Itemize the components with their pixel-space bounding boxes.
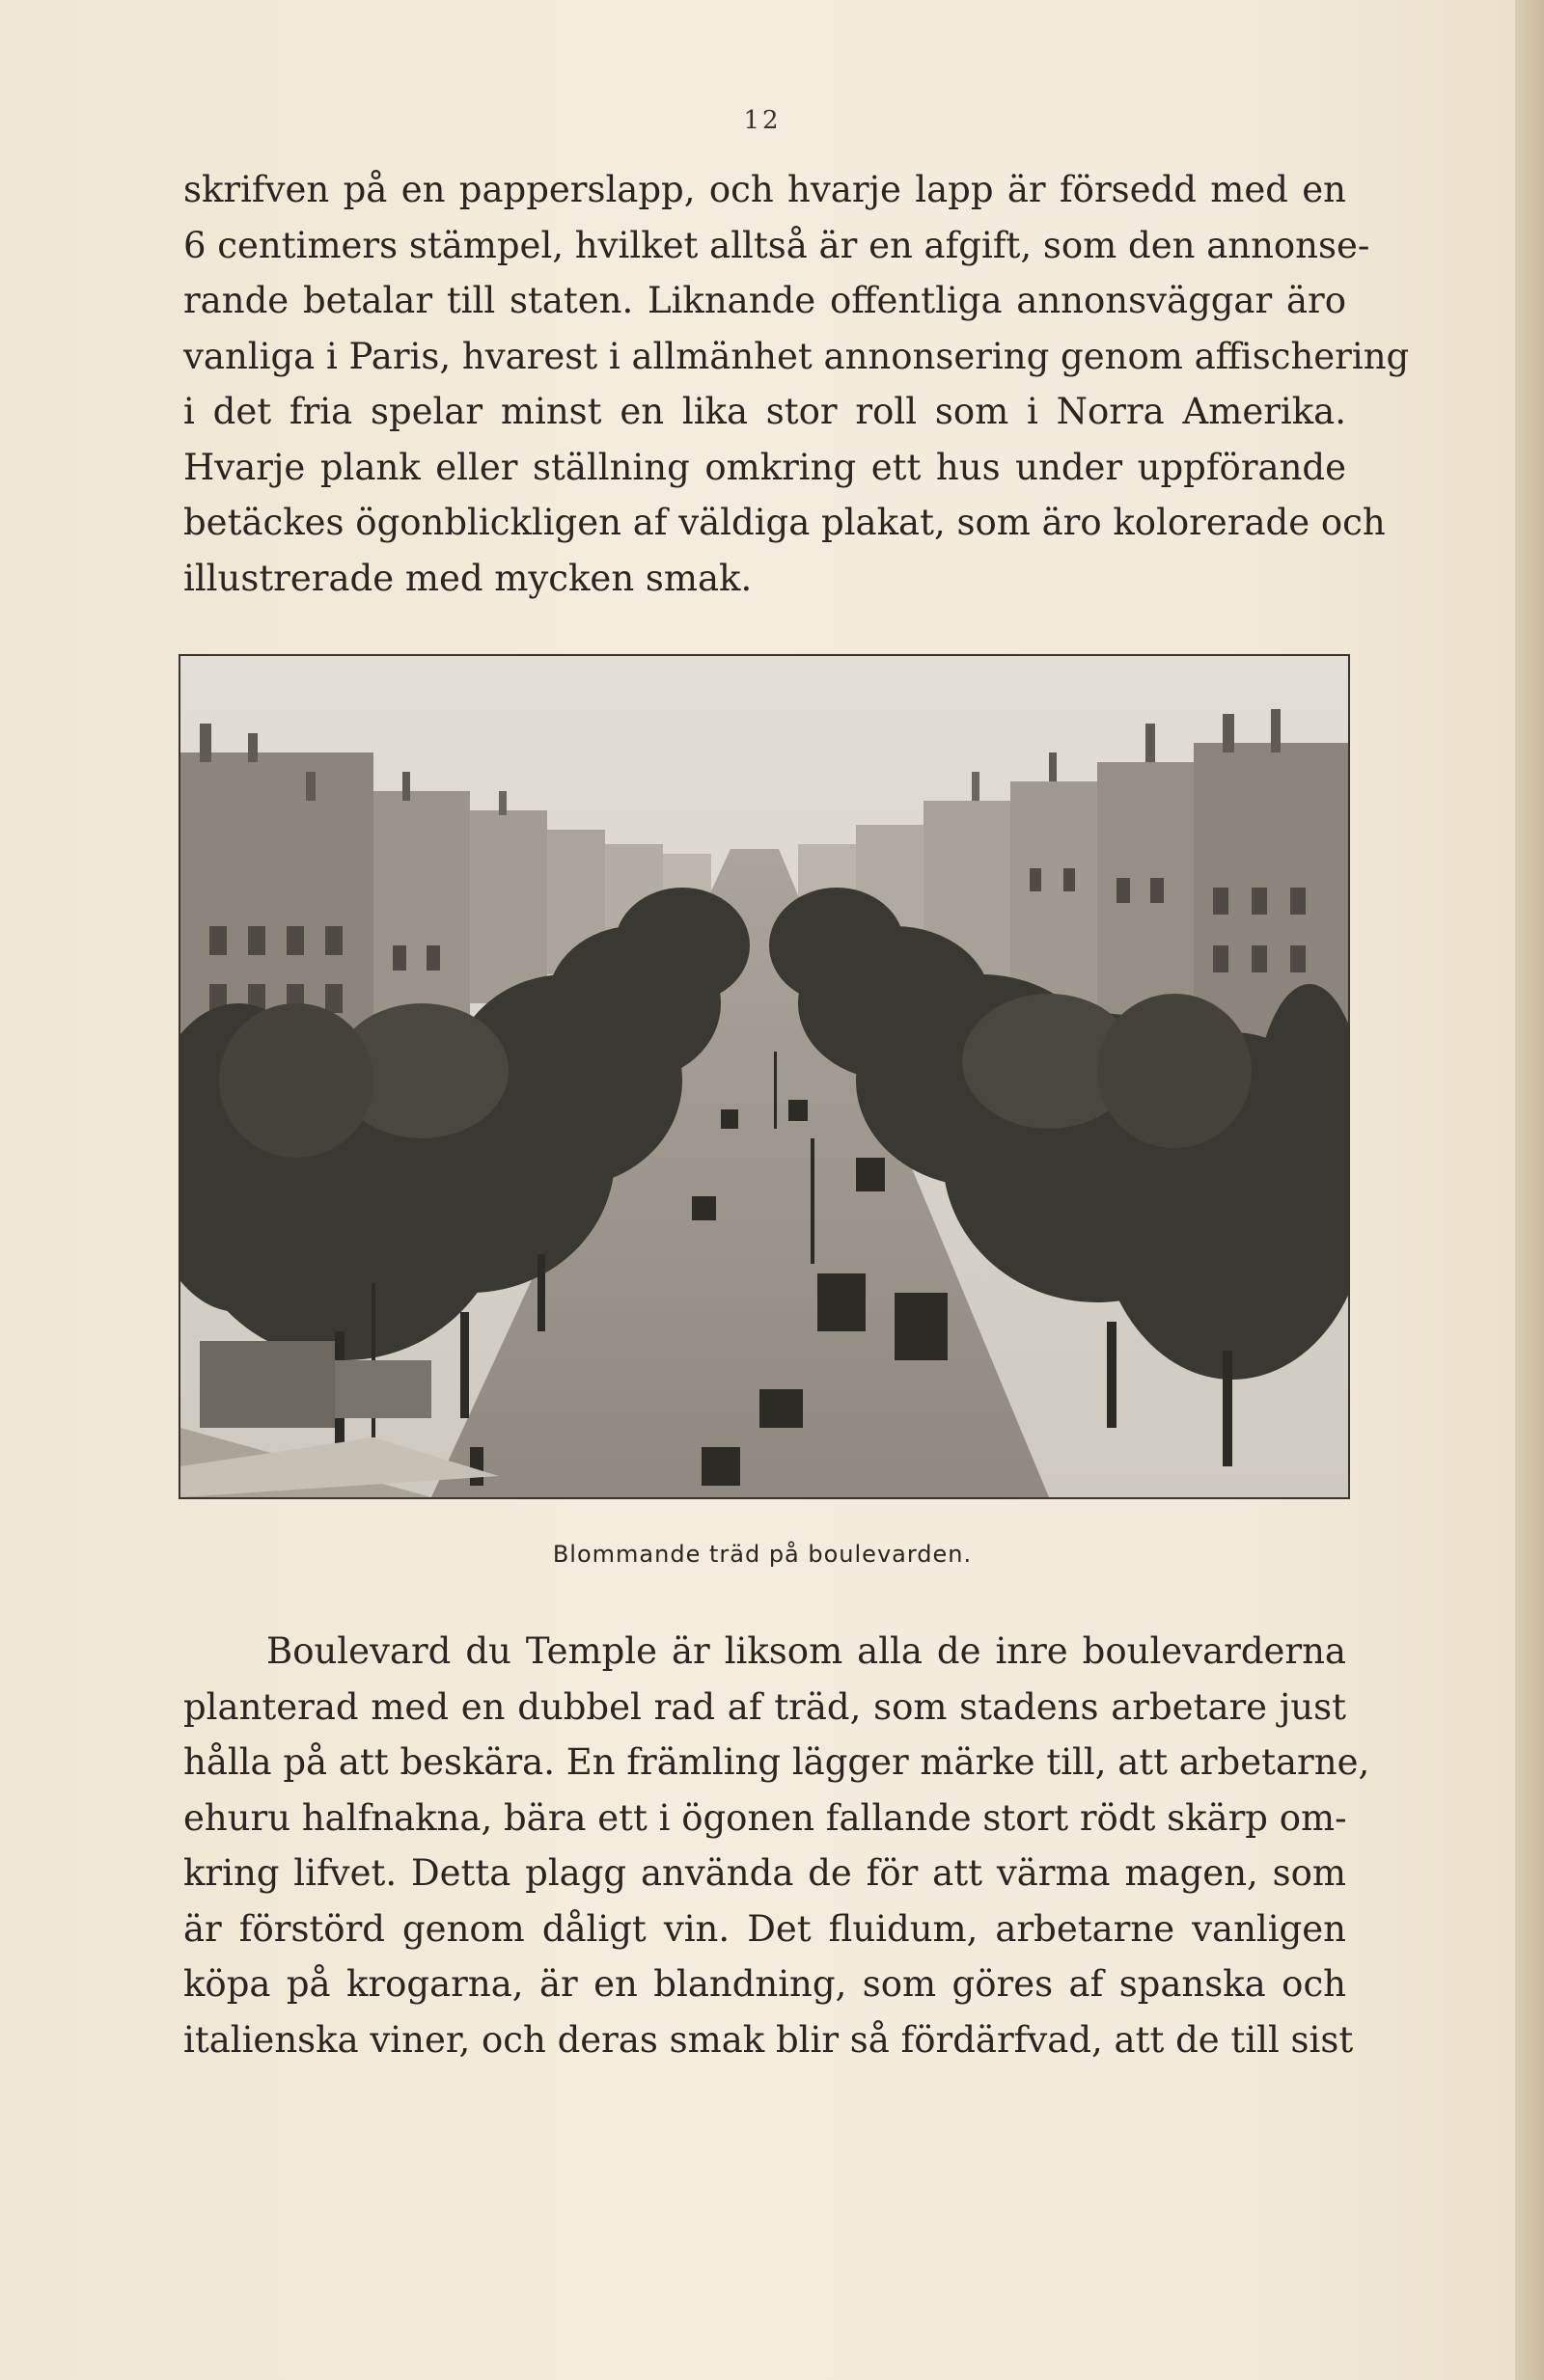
text-line: planterad med en dubbel rad af träd, som stadens arbetare just (183, 1685, 1346, 1728)
text-line: är förstörd genom dåligt vin. Det fluidum, arbetarne vanligen (183, 1907, 1346, 1950)
text-line: ehuru halfnakna, bära ett i ögonen fallande stort rödt skärp om- (183, 1796, 1347, 1839)
text-line: illustrerade med mycken smak. (183, 557, 753, 599)
bottom-paragraph (183, 1624, 1370, 2067)
text-line: 6 centimers stämpel, hvilket alltså är en afgift, som den annonse- (183, 224, 1370, 266)
text-line: italienska viner, och deras smak blir så fördärfvad, att de till sist (183, 2018, 1354, 2061)
text-line: vanliga i Paris, hvarest i allmänhet annonsering genom affischering (183, 335, 1410, 377)
figure-caption: Blommande träd på boulevarden. (552, 1541, 973, 1568)
text-line: hålla på att beskära. En främling lägger märke till, att arbetarne, (183, 1741, 1370, 1783)
text-line: Hvarje plank eller ställning omkring ett hus under uppförande (183, 446, 1346, 488)
text-line: skrifven på en papperslapp, och hvarje lapp är försedd med en (183, 169, 1346, 210)
boulevard-photo (179, 654, 1350, 1499)
text-line: köpa på krogarna, är en blandning, som göres af spanska och (183, 1963, 1346, 2005)
top-paragraph (183, 162, 1410, 606)
page-number: 12 (743, 106, 782, 135)
text-line: Boulevard du Temple är liksom alla de inre boulevarderna (266, 1630, 1346, 1672)
text-line: kring lifvet. Detta plagg använda de för att värma magen, som (183, 1852, 1346, 1894)
text-line: betäckes ögonblickligen af väldiga plakat, som äro kolorerade och (183, 502, 1386, 543)
text-line: rande betalar till staten. Liknande offentliga annonsväggar äro (183, 280, 1346, 321)
page-edge (1515, 0, 1544, 2380)
boulevard-illustration (180, 656, 1348, 1497)
text-line: i det fria spelar minst en lika stor roll som i Norra Amerika. (183, 391, 1346, 432)
